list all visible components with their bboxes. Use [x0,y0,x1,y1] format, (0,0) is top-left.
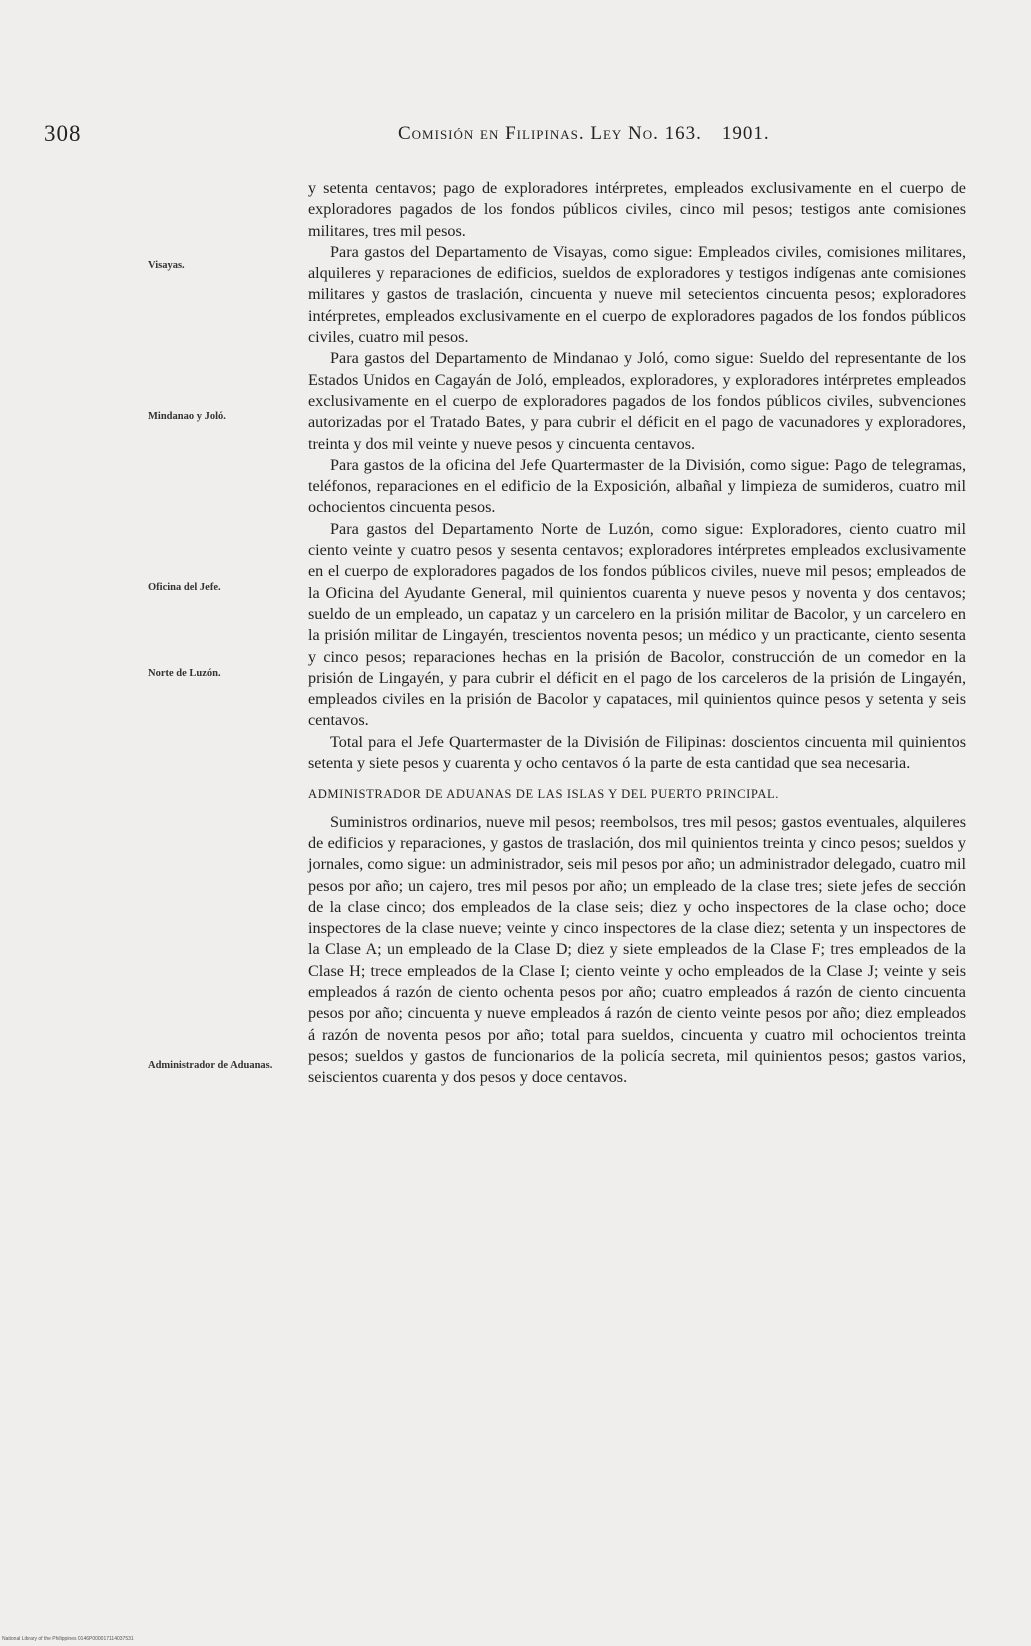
paragraph: Para gastos del Departamento de Mindanao y Joló, como sigue: Sueldo del representante de los Estados Unidos en Cagayán de Joló, empleados, exploradores, y exploradores intérpretes empleados exclusivamente en el cuerpo de exploradores pagados de los fondos públicos civiles, subvenciones autorizadas por el Tratado Bates, y para cubrir el déficit en el pago de vacunadores y exploradores, treinta y dos mil veinte y nueve pesos y cincuenta centavos. [308,349,966,453]
running-head-year: 1901. [721,123,770,144]
footer-credit: National Library of the Philippines 0146P000017114037531 [2,1636,134,1642]
running-head [398,123,770,145]
section-heading: ADMINISTRADOR DE ADUANAS DE LAS ISLAS Y DEL PUERTO PRINCIPAL. [308,787,780,802]
paragraph: Para gastos de la oficina del Jefe Quartermaster de la División, como sigue: Pago de telegramas, teléfonos, reparaciones en el edificio de la Exposición, albañal y limpieza de sumideros, cuatro mil ochocientos cincuenta pesos. [308,455,966,517]
margin-note-oficina: Oficina del Jefe. [148,582,221,593]
margin-note-visayas: Visayas. [148,260,185,271]
paragraph: Total para el Jefe Quartermaster de la División de Filipinas: doscientos cincuenta mil quinientos setenta y siete pesos y cuarenta y ocho centavos ó la parte de esta cantidad que sea necesaria. [308,732,966,773]
margin-note-aduanas: Administrador de Aduanas. [148,1060,273,1071]
running-head-title: Comisión en Filipinas. Ley No. 163. [398,123,702,144]
margin-note-norte-luzon: Norte de Luzón. [148,668,221,679]
margin-note-mindanao: Mindanao y Joló. [148,411,226,422]
page-header [0,121,1031,151]
paragraph: Para gastos del Departamento Norte de Luzón, como sigue: Exploradores, ciento cuatro mil ciento veinte y cuatro pesos y sesenta centavos; exploradores intérpretes empleados exclusivamente en el cuerpo de exploradores pagados de los fondos públicos civiles, nueve mil pesos; empleados de la Oficina del Ayudante General, mil quinientos cuarenta y nueve pesos y noventa y dos centavos; sueldo de un empleado, un capataz y un carcelero en la prisión militar de Bacolor, y un carcelero en la prisión militar de Lingayén, trescientos noventa pesos; un médico y un practicante, ciento sesenta y cinco pesos; reparaciones hechas en la prisión de Bacolor, construcción de un comedor en la prisión de Lingayén, y para cubrir el déficit en el pago de los carceleros de la prisión de Lingayén, empleados civiles en la prisión de Bacolor y capataces, mil quinientos quince pesos y setenta y seis centavos. [308,519,966,730]
page-number: 308 [44,121,82,146]
body-text [308,178,966,1088]
paragraph: Para gastos del Departamento de Visayas, como sigue: Empleados civiles, comisiones militares, alquileres y reparaciones de edificios, sueldos de exploradores y testigos indígenas ante comisiones militares y gastos de traslación, cincuenta y nueve mil setecientos cincuenta pesos; exploradores intérpretes, empleados exclusivamente en el cuerpo de exploradores pagados de los fondos públicos civiles, cuatro mil pesos. [308,242,966,347]
paragraph: y setenta centavos; pago de exploradores intérpretes, empleados exclusivamente en el cuerpo de exploradores pagados de los fondos públicos civiles, cinco mil pesos; testigos ante comisiones militares, tres mil pesos. [308,179,966,240]
paragraph: Suministros ordinarios, nueve mil pesos; reembolsos, tres mil pesos; gastos eventuales, alquileres de edificios y reparaciones, y gastos de traslación, dos mil quinientos treinta y cinco pesos; sueldos y jornales, como sigue: un administrador, seis mil pesos por año; un administrador delegado, cuatro mil pesos por año; un cajero, tres mil pesos por año; un empleado de la clase tres; siete jefes de sección de la clase cinco; dos empleados de la clase seis; diez y ocho inspectores de la clase ocho; doce inspectores de la clase nueve; veinte y cinco inspectores de la clase diez; setenta y un inspectores de la Clase A; un empleado de la Clase D; diez y siete empleados de la Clase F; tres empleados de la Clase H; trece empleados de la Clase I; ciento veinte y ocho empleados de la Clase J; veinte y seis empleados á razón de ciento ochenta pesos por año; cuatro empleados á razón de ciento cincuenta pesos por año; cincuenta y nueve empleados á razón de ciento veinte pesos por año; diez empleados á razón de noventa pesos por año; total para sueldos, cincuenta y cuatro mil ochocientos treinta pesos; sueldos y gastos de funcionarios de la policía secreta, mil quinientos pesos; gastos varios, seiscientos cuarenta y dos pesos y doce centavos. [308,812,966,1087]
